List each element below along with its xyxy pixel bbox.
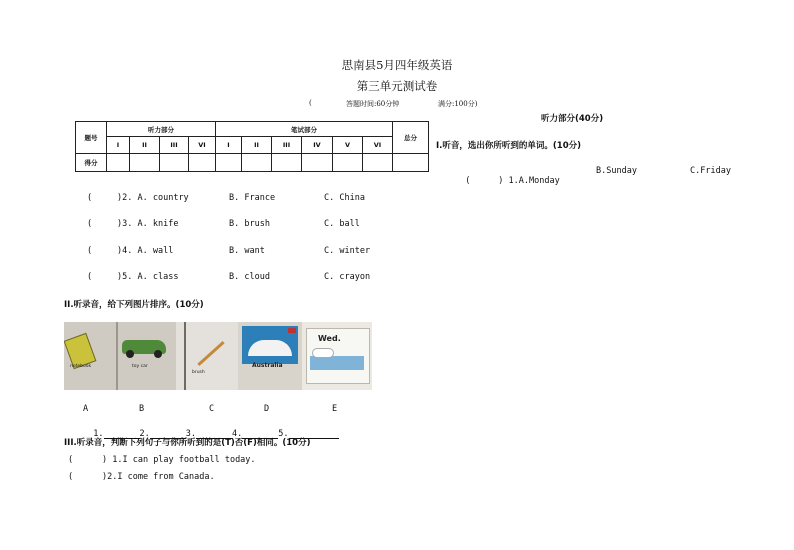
statement-text: 2.I come from Canada. [107, 472, 215, 482]
option-b: B. want [229, 246, 265, 256]
score-cell[interactable] [242, 154, 272, 172]
table-col-w4: IV [302, 137, 333, 154]
score-cell[interactable] [130, 154, 160, 172]
question-number: 3. [122, 219, 133, 229]
score-table [75, 121, 429, 172]
picture-letter: E [332, 404, 338, 414]
panel-divider [184, 322, 186, 390]
picture-panel-australia [238, 322, 302, 390]
cloud-icon [312, 348, 334, 358]
exam-title: 思南县5月四年级英语 [341, 58, 453, 72]
question-row [117, 246, 173, 256]
answer-paren-close: ) [117, 272, 123, 282]
section1-heading: I.听音，选出你所听到的单词。(10分) [436, 141, 581, 151]
score-cell[interactable] [333, 154, 363, 172]
question-row [117, 193, 189, 203]
answer-paren-close: ) [117, 193, 123, 203]
picture-letter: A [83, 404, 89, 414]
picture-label: notebook [70, 364, 92, 369]
water-icon [310, 356, 364, 370]
wheel-icon [154, 350, 162, 358]
picture-label: Australia [252, 362, 283, 369]
blank-number: 4. [232, 429, 243, 439]
option-a: A. wall [137, 246, 174, 256]
answer-paren-close: ) [102, 455, 108, 465]
question-row [117, 219, 178, 229]
answer-paren[interactable]: ( [87, 246, 93, 256]
question-number: 2. [122, 193, 133, 203]
picture-panel-weather [302, 322, 372, 390]
exam-subtitle: 第三单元测试卷 [356, 79, 438, 93]
option-b: B. brush [229, 219, 270, 229]
option-a: A. class [137, 272, 179, 282]
question-number: 5. [122, 272, 133, 282]
panel-divider [116, 322, 118, 390]
option-c: C. ball [324, 219, 360, 229]
option-c: C. crayon [324, 272, 371, 282]
question-number: 4. [122, 246, 133, 256]
table-header-writing: 笔试部分 [216, 122, 393, 137]
score-cell[interactable] [189, 154, 216, 172]
table-col-l2: II [130, 137, 160, 154]
option-c: C.Friday [690, 166, 731, 176]
table-col-w5: V [333, 137, 363, 154]
answer-paren-close: ) [498, 176, 504, 186]
flag-icon [288, 328, 296, 333]
answer-paren[interactable]: ( [68, 455, 74, 465]
question-number: 1. [508, 176, 519, 186]
question-row [117, 272, 178, 282]
picture-letter: B [139, 404, 145, 414]
table-header-number: 题号 [76, 122, 107, 154]
table-header-total: 总分 [393, 122, 429, 154]
score-cell[interactable] [272, 154, 302, 172]
option-a: A. country [137, 193, 189, 203]
section2-heading: II.听录音，给下列图片排序。(10分) [64, 300, 204, 310]
table-col-w1: I [216, 137, 242, 154]
blank-number: 2. [139, 429, 150, 439]
blank-number: 1. [93, 429, 104, 439]
option-c: C. China [324, 193, 365, 203]
answer-paren-close: ) [117, 219, 123, 229]
score-cell[interactable] [216, 154, 242, 172]
option-a: A.Monday [518, 176, 560, 186]
option-b: B. cloud [229, 272, 270, 282]
answer-paren[interactable]: ( [87, 219, 93, 229]
score-cell[interactable] [107, 154, 130, 172]
blank-number: 5. [278, 429, 289, 439]
score-cell[interactable] [160, 154, 189, 172]
picture-label: toy car [132, 364, 148, 369]
question-row [102, 455, 256, 465]
picture-letter: D [264, 404, 270, 414]
table-header-listening: 听力部分 [107, 122, 216, 137]
blank-number: 3. [185, 429, 196, 439]
section3-heading: III.听录音，判断下列句子与你所听到的是(T)否(F)相同。(10分) [64, 438, 311, 448]
table-col-w2: II [242, 137, 272, 154]
score-cell[interactable] [302, 154, 333, 172]
answer-paren-close: ) [102, 472, 108, 482]
table-col-l4: VI [189, 137, 216, 154]
statement-text: 1.I can play football today. [112, 455, 256, 465]
opera-house-icon [248, 340, 292, 356]
picture-label: Wed. [318, 334, 341, 343]
brush-icon [197, 341, 224, 366]
answer-paren-close: ) [117, 246, 123, 256]
listening-part-title: 听力部分(40分) [541, 114, 604, 124]
wheel-icon [126, 350, 134, 358]
picture-label: brush [192, 370, 205, 375]
question-row [102, 472, 215, 482]
option-b: B.Sunday [596, 166, 637, 176]
question-row [455, 166, 470, 186]
question-row [488, 166, 560, 186]
table-col-w3: III [272, 137, 302, 154]
exam-full-score: 满分:100分) [438, 100, 478, 108]
answer-paren[interactable]: ( [68, 472, 74, 482]
picture-letter: C [209, 404, 215, 414]
option-a: A. knife [137, 219, 179, 229]
picture-panel-brush [176, 322, 238, 390]
option-c: C. winter [324, 246, 371, 256]
picture-panel-notebook-car [64, 322, 176, 390]
answer-paren[interactable]: ( [87, 193, 93, 203]
score-cell[interactable] [393, 154, 429, 172]
table-row-score-label: 得分 [76, 154, 107, 172]
score-cell[interactable] [363, 154, 393, 172]
meta-paren: ( [309, 99, 312, 107]
exam-time: 答题时间:60分钟 [346, 100, 400, 108]
table-col-l1: I [107, 137, 130, 154]
option-b: B. France [229, 193, 276, 203]
answer-paren[interactable]: ( [465, 176, 471, 186]
table-col-l3: III [160, 137, 189, 154]
answer-paren[interactable]: ( [87, 272, 93, 282]
table-col-w6: VI [363, 137, 393, 154]
